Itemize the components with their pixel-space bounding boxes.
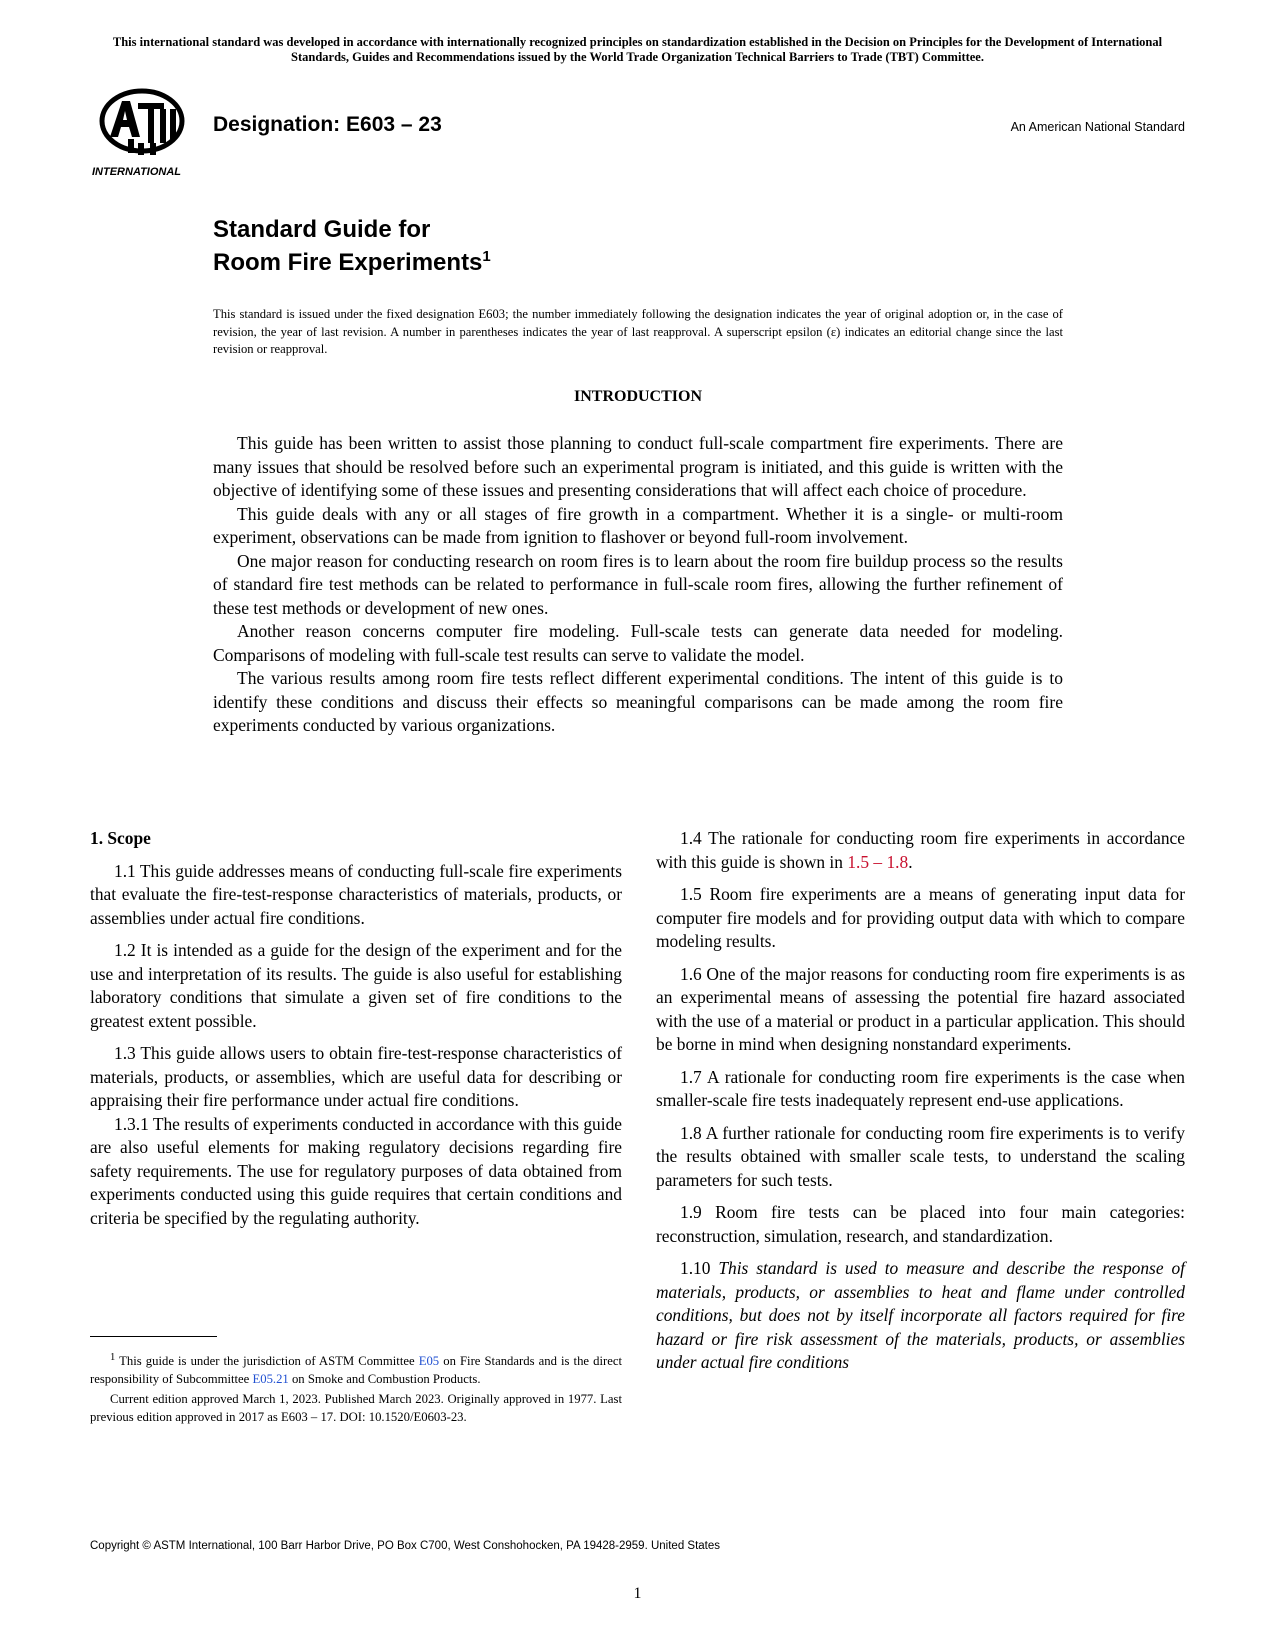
section-1-10	[656, 1257, 1185, 1375]
footnote-1-text-b: on Fire Standards and is the direct responsibility of Subcommittee	[90, 1354, 622, 1387]
section-1-7: 1.7 A rationale for conducting room fire experiments is the case when smaller-scale fire tests inadequately represent end-use applications.	[656, 1066, 1185, 1110]
page-number: 1	[633, 1585, 642, 1602]
intro-paragraph: Another reason concerns computer fire modeling. Full-scale tests can generate data needed for modeling. Comparisons of modeling with full-scale test results can serve to validate the model.	[213, 621, 1063, 665]
title-line-2	[213, 246, 491, 279]
committee-link[interactable]: E05	[418, 1354, 440, 1369]
footnote-1-text-c: on Smoke and Combustion Products.	[288, 1372, 481, 1387]
intro-paragraph: This guide has been written to assist those planning to conduct full-scale compartment fire experiments. There are many issues that should be resolved before such an experimental program is initiated, and this guide is written with the objective of identifying some of these issues and presenting considerations that will affect each choice of procedure.	[213, 433, 1063, 500]
astm-logo-icon	[90, 87, 200, 179]
edition-note: Current edition approved March 1, 2023. Published March 2023. Originally approved in 1977. Last previous edition approved in 2017 as E603 – 17. DOI: 10.1520/E0603-23.	[90, 1392, 622, 1425]
issued-note: This standard is issued under the fixed designation E603; the number immediately following the designation indicates the year of original adoption or, in the case of revision, the year of last revision. A number in parentheses indicates the year of last reapproval. A superscript epsilon (ε) indicates an editorial change since the last revision or reapproval.	[213, 307, 1063, 356]
designation: Designation: E603 – 23	[213, 113, 442, 136]
section-1-4-text: 1.4 The rationale for conducting room fire experiments in accordance with this guide is shown in	[656, 828, 1185, 872]
footnote-1-mark: 1	[110, 1352, 116, 1363]
footnotes	[90, 1349, 622, 1428]
logo-text: INTERNATIONAL	[92, 166, 182, 178]
intro-paragraph: The various results among room fire tests reflect different experimental conditions. The intent of this guide is to identify these conditions and discuss their effects so meaningful comparisons can be made among the room fire experiments conducted by various organizations.	[213, 668, 1063, 735]
section-range-link[interactable]: 1.5 – 1.8	[847, 851, 909, 872]
section-1-6: 1.6 One of the major reasons for conducting room fire experiments is as an experimental means of assessing the potential fire hazard associated with the use of a material or product in a particular application. This should be borne in mind when designing nonstandard experiments.	[656, 963, 1185, 1054]
section-1-4	[656, 827, 1185, 874]
right-column	[656, 827, 1185, 1384]
document-title	[213, 213, 491, 279]
section-1-10-number: 1.10	[680, 1258, 719, 1278]
copyright: Copyright © ASTM International, 100 Barr Harbor Drive, PO Box C700, West Conshohocken, PA 19428-2959. United States	[90, 1540, 721, 1552]
footnote-divider	[90, 1336, 217, 1337]
introduction-heading: INTRODUCTION	[573, 388, 702, 405]
title-footnote-mark[interactable]: 1	[482, 248, 491, 265]
section-1-8: 1.8 A further rationale for conducting room fire experiments is to verify the results obtained with smaller scale tests, to understand the scaling parameters for such tests.	[656, 1122, 1185, 1190]
subcommittee-link[interactable]: E05.21	[252, 1372, 289, 1387]
section-1-1: 1.1 This guide addresses means of conducting full-scale fire experiments that evaluate the fire-test-response characteristics of materials, products, or assemblies under actual fire conditions.	[90, 860, 622, 928]
intro-paragraph: One major reason for conducting research on room fires is to learn about the room fire buildup process so the results of standard fire test methods can be related to performance in full-scale room fires, allowing the further refinement of these test methods or development of new ones.	[213, 550, 1063, 618]
section-1-10-text: This standard is used to measure and describe the response of materials, products, or assemblies to heat and flame under controlled conditions, but does not by itself incorporate all factors required for fire hazard or fire risk assessment of the materials, products, or assemblies under actual fire conditions	[656, 1258, 1185, 1372]
national-standard-label: An American National Standard	[1010, 120, 1185, 134]
title-text: Room Fire Experiments	[213, 249, 483, 276]
section-1-4-end: .	[908, 851, 913, 872]
section-1-5: 1.5 Room fire experiments are a means of generating input data for computer fire models and for providing output data with which to compare modeling results.	[656, 884, 1185, 951]
footnote-1-text-a: This guide is under the jurisdiction of ASTM Committee	[115, 1354, 419, 1369]
section-1-2: 1.2 It is intended as a guide for the design of the experiment and for the use and interpretation of its results. The guide is also useful for establishing laboratory conditions that simulate a given set of fire conditions to the greatest extent possible.	[90, 940, 622, 1031]
left-column	[90, 827, 622, 1239]
introduction-body	[213, 432, 1063, 738]
footnote-1	[90, 1349, 622, 1388]
section-1-9: 1.9 Room fire tests can be placed into four main categories: reconstruction, simulation, research, and standardization.	[656, 1202, 1185, 1246]
section-1-3: 1.3 This guide allows users to obtain fire-test-response characteristics of materials, products, or assemblies, which are useful data for describing or appraising their fire performance under actual fire conditions.	[90, 1043, 622, 1110]
section-1-3-1: 1.3.1 The results of experiments conducted in accordance with this guide are also useful elements for making regulatory decisions regarding fire safety requirements. The use for regulatory purposes of data obtained from experiments conducted using this guide requires that certain conditions and criteria be specified by the regulating authority.	[90, 1113, 622, 1228]
intro-paragraph: This guide deals with any or all stages of fire growth in a compartment. Whether it is a single- or multi-room experiment, observations can be made from ignition to flashover or beyond full-room involvement.	[213, 503, 1063, 547]
standards-notice: This international standard was developed in accordance with internationally recognized principles on standardization established in the Decision on Principles for the Development of International Standards, Guides and Recommendations issued by the World Trade Organization Technical Barriers to Trade (TBT) Committee.	[112, 35, 1163, 64]
title-line-1: Standard Guide for	[213, 216, 431, 243]
scope-heading: 1. Scope	[90, 828, 151, 848]
